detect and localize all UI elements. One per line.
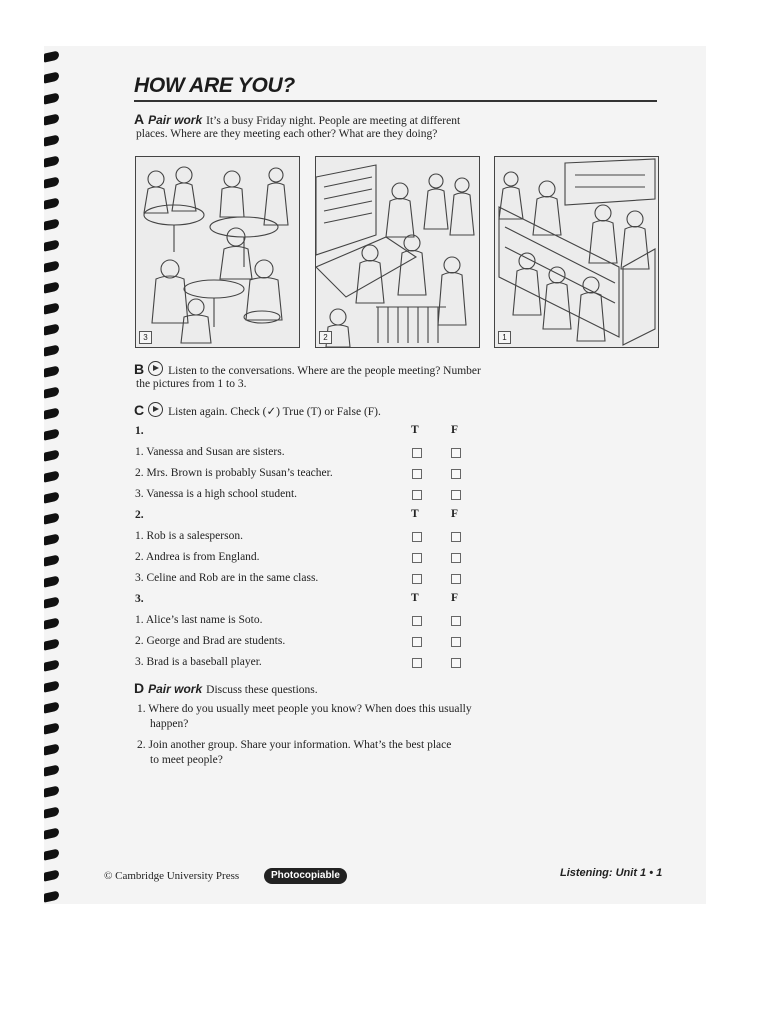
question-1-line1: 1. Where do you usually meet people you know? When does this usually — [137, 703, 472, 715]
false-checkbox[interactable] — [451, 637, 461, 647]
section-a-text-1: It’s a busy Friday night. People are meeting at different — [206, 115, 461, 127]
true-checkbox[interactable] — [412, 490, 422, 500]
section-a-letter: A — [134, 111, 145, 127]
false-checkbox[interactable] — [451, 553, 461, 563]
statement: 2. George and Brad are students. — [135, 635, 286, 647]
section-d-pair-work: Pair work — [148, 682, 203, 696]
true-checkbox[interactable] — [412, 469, 422, 479]
statement: 1. Vanessa and Susan are sisters. — [135, 446, 285, 458]
title-rule — [134, 100, 657, 102]
picture-number-box[interactable]: 1 — [498, 331, 511, 344]
true-checkbox[interactable] — [412, 637, 422, 647]
statement: 2. Andrea is from England. — [135, 551, 260, 563]
group-2-label: 2. — [135, 509, 144, 521]
false-checkbox[interactable] — [451, 658, 461, 668]
true-checkbox[interactable] — [412, 448, 422, 458]
section-b-text-1: Listen to the conversations. Where are the people meeting? Number — [168, 365, 481, 377]
column-t-header: T — [411, 592, 419, 604]
section-c-text: Listen again. Check (✓) True (T) or False (F). — [168, 406, 381, 418]
copyright-text: © Cambridge University Press — [104, 870, 240, 882]
true-checkbox[interactable] — [412, 658, 422, 668]
section-d-text: Discuss these questions. — [206, 684, 318, 696]
group-3-label: 3. — [135, 593, 144, 605]
spiral-binding — [44, 52, 62, 912]
column-f-header: F — [451, 508, 459, 520]
section-d-line — [134, 681, 654, 698]
section-a-pair-work: Pair work — [148, 113, 203, 127]
section-b-letter: B — [134, 361, 145, 377]
picture-number-box[interactable]: 2 — [319, 331, 332, 344]
audio-play-icon[interactable] — [148, 361, 163, 376]
picture-restaurant — [135, 156, 300, 348]
statement: 2. Mrs. Brown is probably Susan’s teacher. — [135, 467, 333, 479]
true-checkbox[interactable] — [412, 574, 422, 584]
audio-play-icon[interactable] — [148, 402, 163, 417]
false-checkbox[interactable] — [451, 574, 461, 584]
statement: 3. Celine and Rob are in the same class. — [135, 572, 319, 584]
section-c-letter: C — [134, 402, 145, 418]
false-checkbox[interactable] — [451, 490, 461, 500]
false-checkbox[interactable] — [451, 532, 461, 542]
section-b-text-2: the pictures from 1 to 3. — [136, 378, 247, 390]
true-checkbox[interactable] — [412, 616, 422, 626]
false-checkbox[interactable] — [451, 616, 461, 626]
page-label: Listening: Unit 1 • 1 — [560, 867, 663, 879]
photocopiable-badge: Photocopiable — [264, 868, 347, 884]
section-c-line — [134, 402, 654, 420]
section-a-text-2: places. Where are they meeting each other? What are they doing? — [136, 128, 438, 140]
true-checkbox[interactable] — [412, 532, 422, 542]
question-1-line2: happen? — [150, 718, 189, 730]
picture-cafeteria — [494, 156, 659, 348]
column-f-header: F — [451, 592, 459, 604]
column-t-header: T — [411, 424, 419, 436]
page-title: HOW ARE YOU? — [134, 74, 295, 97]
statement: 1. Alice’s last name is Soto. — [135, 614, 263, 626]
picture-clothing-store — [315, 156, 480, 348]
statement: 3. Brad is a baseball player. — [135, 656, 262, 668]
question-2-line2: to meet people? — [150, 754, 223, 766]
statement: 1. Rob is a salesperson. — [135, 530, 243, 542]
statement: 3. Vanessa is a high school student. — [135, 488, 298, 500]
true-checkbox[interactable] — [412, 553, 422, 563]
column-f-header: F — [451, 424, 459, 436]
false-checkbox[interactable] — [451, 448, 461, 458]
group-1-label: 1. — [135, 425, 144, 437]
question-2-line1: 2. Join another group. Share your information. What’s the best place — [137, 739, 452, 751]
section-d-letter: D — [134, 680, 145, 696]
false-checkbox[interactable] — [451, 469, 461, 479]
picture-number-box[interactable]: 3 — [139, 331, 152, 344]
column-t-header: T — [411, 508, 419, 520]
